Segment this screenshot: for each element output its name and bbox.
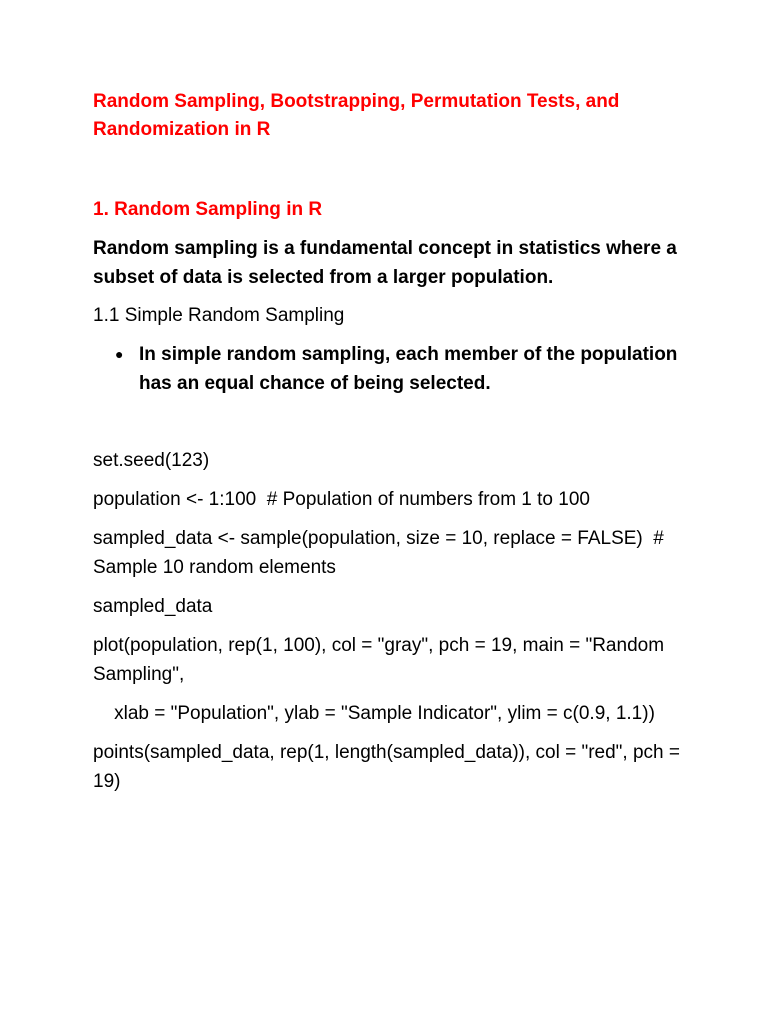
code-line: sampled_data <- sample(population, size = 10, replace = FALSE) # Sample 10 random elements (93, 528, 670, 578)
code-line: points(sampled_data, rep(1, length(sampled_data)), col = "red", pch = 19) (93, 742, 686, 792)
section-heading: 1. Random Sampling in R (93, 199, 323, 220)
document-title: Random Sampling, Bootstrapping, Permutation Tests, and Randomization in R (93, 91, 620, 140)
bullet-item (93, 340, 693, 398)
code-line: population <- 1:100 # Population of numbers from 1 to 100 (93, 489, 590, 510)
code-line: xlab = "Population", ylab = "Sample Indicator", ylim = c(0.9, 1.1)) (93, 703, 655, 724)
code-line: plot(population, rep(1, 100), col = "gray", pch = 19, main = "Random Sampling", (93, 635, 670, 685)
bullet-text: In simple random sampling, each member of the population has an equal chance of being selected. (139, 344, 678, 394)
subsection-heading: 1.1 Simple Random Sampling (93, 305, 345, 326)
document-page (93, 88, 693, 806)
bullet-list (93, 340, 693, 398)
code-line: sampled_data (93, 596, 213, 617)
bullet-icon: ● (115, 346, 124, 362)
section-intro: Random sampling is a fundamental concept in statistics where a subset of data is selected from a larger population. (93, 238, 677, 288)
code-block (93, 446, 693, 796)
code-line: set.seed(123) (93, 450, 210, 471)
